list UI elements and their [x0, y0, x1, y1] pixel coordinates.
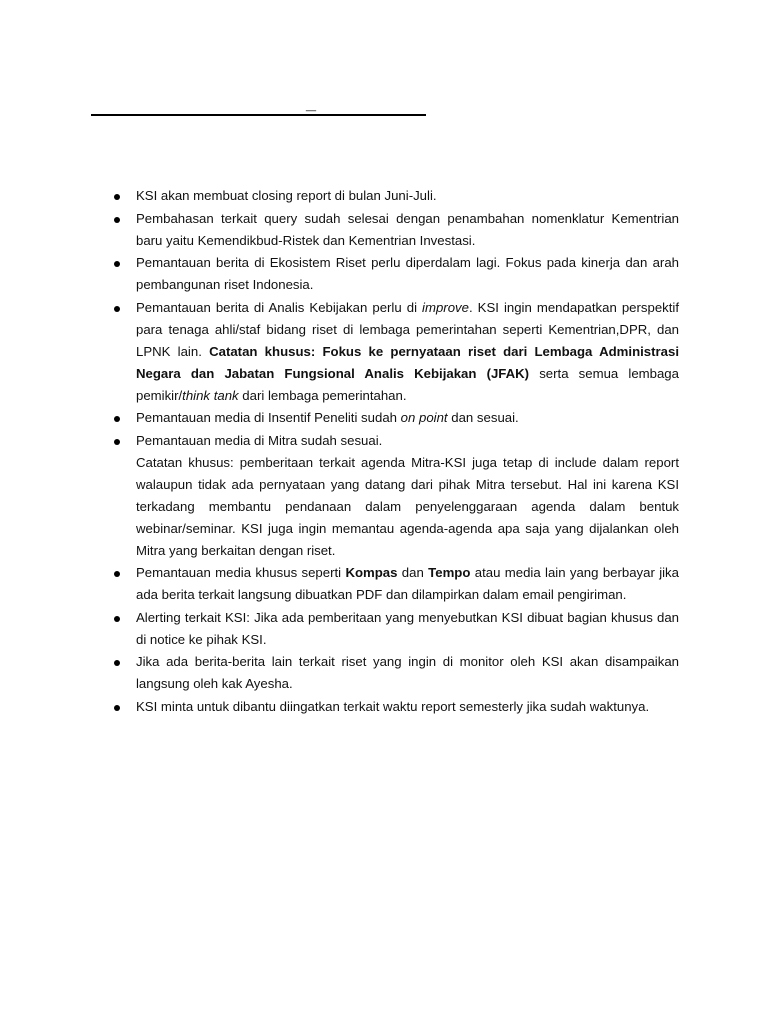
- bullet-icon: [114, 705, 120, 711]
- bullet-icon: [114, 571, 120, 577]
- note-item: [106, 651, 679, 695]
- note-item: [106, 562, 679, 606]
- bullet-icon: [114, 416, 120, 422]
- note-item: [106, 252, 679, 296]
- note-text: Pembahasan terkait query sudah selesai dengan penambahan nomenklatur Kementrian baru yaitu Kemendikbud-Ristek dan Kementrian Investasi.: [136, 210, 679, 248]
- bullet-icon: [114, 306, 120, 312]
- note-item: [106, 185, 679, 207]
- bullet-icon: [114, 194, 120, 200]
- note-item: [106, 607, 679, 651]
- note-text: dari lembaga pemerintahan.: [238, 387, 407, 403]
- bold-text: Catatan khusus: Fokus ke pernyataan riset dari Lembaga Administrasi Negara dan Jabatan Fungsional Analis Kebijakan (JFAK): [136, 343, 679, 381]
- italic-text: improve: [422, 299, 469, 315]
- note-text: . KSI ingin mendapatkan perspektif para tenaga ahli/staf bidang riset di lembaga pemerintahan seperti Kementrian,DPR, dan LPNK lain.: [136, 299, 679, 359]
- bullet-icon: [114, 439, 120, 445]
- note-paragraph: Catatan khusus: pemberitaan terkait agenda Mitra-KSI juga tetap di include dalam report walaupun tidak ada pernyataan yang datang dari pihak Mitra tersebut. Hal ini karena KSI terkadang membantu pendanaan dalam penyelenggaraan agenda dalam bentuk webinar/seminar. KSI juga ingin memantau agenda-agenda apa saja yang dijalankan oleh Mitra yang berkaitan dengan riset.: [136, 454, 679, 558]
- note-text: KSI minta untuk dibantu diingatkan terkait waktu report semesterly jika sudah waktunya.: [136, 698, 650, 714]
- note-text: dan sesuai.: [447, 410, 519, 425]
- note-item: [106, 696, 679, 718]
- note-text: atau media lain yang berbayar jika ada berita terkait langsung dibuatkan PDF dan dilampirkan dalam email pengiriman.: [136, 565, 679, 602]
- bullet-icon: [114, 261, 120, 267]
- bullet-icon: [114, 217, 120, 223]
- bullet-icon: [114, 660, 120, 666]
- header-dash: _: [306, 93, 317, 113]
- note-item: [106, 208, 679, 252]
- note-text: dan: [397, 565, 429, 580]
- italic-text: on point: [400, 410, 448, 425]
- note-item: [106, 297, 679, 407]
- note-text: Jika ada berita-berita lain terkait riset yang ingin di monitor oleh KSI akan disampaikan langsung oleh kak Ayesha.: [136, 654, 679, 691]
- italic-text: think tank: [182, 387, 239, 403]
- bullet-icon: [114, 616, 120, 622]
- note-text: serta semua lembaga pemikir/: [136, 365, 679, 403]
- header-underline: [91, 114, 426, 116]
- note-text: Pemantauan media khusus seperti: [136, 565, 346, 580]
- bold-text: Tempo: [428, 565, 471, 580]
- note-item: [106, 407, 679, 429]
- note-text: KSI akan membuat closing report di bulan Juni-Juli.: [136, 188, 437, 203]
- note-text: Pemantauan media di Mitra sudah sesuai.: [136, 432, 383, 448]
- notes-list: [106, 185, 679, 718]
- note-item: [106, 430, 679, 562]
- note-text: Pemantauan berita di Analis Kebijakan perlu di: [136, 299, 423, 315]
- note-text: Pemantauan media di Insentif Peneliti sudah: [136, 410, 401, 425]
- note-text: Pemantauan berita di Ekosistem Riset perlu diperdalam lagi. Fokus pada kinerja dan arah pembangunan riset Indonesia.: [136, 255, 679, 292]
- note-text: Alerting terkait KSI: Jika ada pemberitaan yang menyebutkan KSI dibuat bagian khusus dan di notice ke pihak KSI.: [136, 609, 679, 647]
- bold-text: Kompas: [345, 565, 398, 580]
